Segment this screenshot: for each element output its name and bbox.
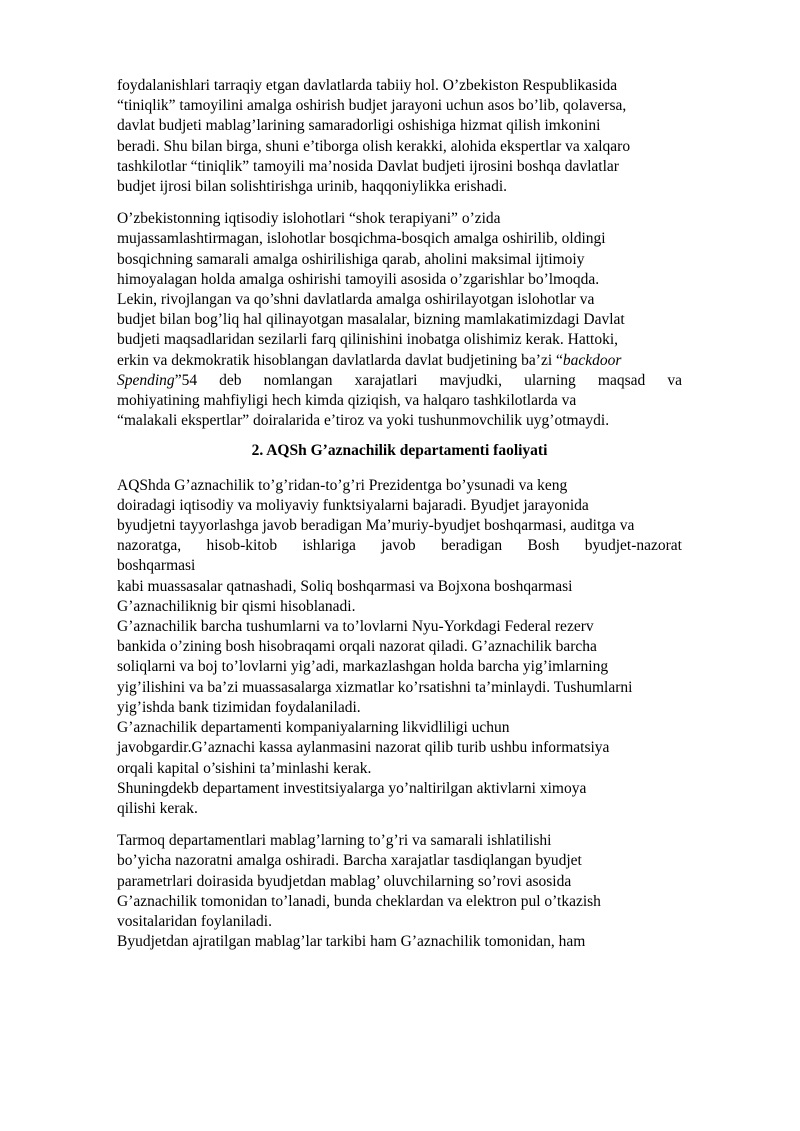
paragraph-3 — [117, 476, 682, 819]
text-line: byudjetni tayyorlashga javob beradigan Ma’muriy-byudjet boshqarmasi, auditga va — [117, 517, 635, 535]
text-line: budjeti maqsadlaridan sezilarli farq qilinishini inobatga olishimiz kerak. Hattoki, — [117, 331, 619, 349]
paragraph-2 — [117, 209, 682, 431]
section-heading: 2. AQSh G’aznachilik departamenti faoliyati — [251, 442, 548, 460]
text-line — [117, 351, 682, 371]
text-line: orqali kapital o’sishini ta’minlashi kerak. — [117, 759, 372, 777]
text-line: yig’ishda bank tizimidan foydalaniladi. — [117, 698, 361, 716]
text-line: beradi. Shu bilan birga, shuni e’tiborga olish kerakki, alohida ekspertlar va xalqaro — [117, 137, 631, 155]
text-line: G’aznachiliknig bir qismi hisoblanadi. — [117, 597, 356, 615]
text-line: G’aznachilik tomonidan to’lanadi, bunda cheklardan va elektron pul o’tkazish — [117, 892, 601, 910]
text-line: foydalanishlari tarraqiy etgan davlatlarda tabiiy hol. O’zbekiston Respublikasida — [117, 77, 618, 94]
italic-term: Spending — [117, 371, 175, 389]
text-line: kabi muassasalar qatnashadi, Soliq boshqarmasi va Bojxona boshqarmasi — [117, 577, 573, 595]
text-line: O’zbekistonning iqtisodiy islohotlari “shok terapiyani” o’zida — [117, 210, 501, 228]
text-line: G’aznachilik departamenti kompaniyalarning likvidliligi uchun — [117, 719, 510, 737]
text-line: Lekin, rivojlangan va qo’shni davlatlarda amalga oshirilayotgan islohotlar va — [117, 291, 595, 309]
text-line: parametrlari doirasida byudjetdan mablag’ oluvchilarning so’rovi asosida — [117, 872, 572, 890]
text-segment: erkin va dekmokratik hisoblangan davlatlarda davlat budjetining ba’zi “ — [117, 351, 563, 369]
text-line: Tarmoq departamentlari mablag’larning to’g’ri va samarali ishlatilishi — [117, 832, 552, 850]
text-line: budjet bilan bog’liq hal qilinayotgan masalalar, bizning mamlakatimizdagi Davlat — [117, 311, 625, 329]
text-line: Byudjetdan ajratilgan mablag’lar tarkibi ham G’aznachilik tomonidan, ham — [117, 933, 586, 951]
text-line-justified — [117, 371, 682, 391]
text-line: AQShda G’aznachilik to’g’ridan-to’g’ri Prezidentga bo’ysunadi va keng — [117, 476, 568, 494]
document-body — [117, 76, 682, 952]
text-line: “malakali ekspertlar” doiralarida e’tiroz va yoki tushunmovchilik uyg’otmaydi. — [117, 412, 610, 430]
paragraph-1 — [117, 76, 682, 197]
text-line: qilishi kerak. — [117, 799, 198, 817]
text-line-justified: nazoratga, hisob-kitob ishlariga javob beradigan Bosh byudjet-nazorat — [117, 537, 682, 555]
text-line: bankida o’zining bosh hisobraqami orqali nazorat qiladi. G’aznachilik barcha — [117, 638, 597, 656]
text-line: davlat budjeti mablag’larining samaradorligi oshishiga hizmat qilish imkonini — [117, 117, 601, 135]
text-line: boshqarmasi — [117, 557, 196, 575]
text-line: yig’ilishini va ba’zi muassasalarga xizmatlar ko’rsatishni ta’minlaydi. Tushumlarni — [117, 678, 633, 696]
paragraph-4 — [117, 831, 682, 952]
text-segment: ”54 deb nomlangan xarajatlari mavjudki, ularning maqsad va — [174, 371, 682, 389]
text-line: Shuningdekb departament investitsiyalarga yo’naltirilgan aktivlarni ximoya — [117, 779, 587, 797]
text-line: doiradagi iqtisodiy va moliyaviy funktsiyalarni bajaradi. Byudjet jarayonida — [117, 496, 589, 514]
text-line: budjet ijrosi bilan solishtirishga urinib, haqqoniylikka erishadi. — [117, 178, 508, 196]
text-line: javobgardir.G’aznachi kassa aylanmasini nazorat qilib turib ushbu informatsiya — [117, 739, 610, 757]
text-line: mohiyatining mahfiyligi hech kimda qiziqish, va halqaro tashkilotlarda va — [117, 392, 577, 410]
text-line: bosqichning samarali amalga oshirilishiga qarab, aholini maksimal ijtimoiy — [117, 250, 585, 268]
text-line: mujassamlashtirmagan, islohotlar bosqichma-bosqich amalga oshirilib, oldingi — [117, 230, 606, 248]
text-line: tashkilotlar “tiniqlik” tamoyili ma’nosida Davlat budjeti ijrosini boshqa davlatlar — [117, 157, 619, 175]
italic-term: backdoor — [562, 351, 622, 369]
text-line: G’aznachilik barcha tushumlarni va to’lovlarni Nyu-Yorkdagi Federal rezerv — [117, 618, 594, 636]
text-line: himoyalagan holda amalga oshirishi tamoyili asosida o’zgarishlar bo’lmoqda. — [117, 270, 600, 288]
text-line: “tiniqlik” tamoyilini amalga oshirish budjet jarayoni uchun asos bo’lib, qolaversa, — [117, 97, 627, 115]
text-line: vositalaridan foylaniladi. — [117, 912, 272, 930]
text-line: bo’yicha nazoratni amalga oshiradi. Barcha xarajatlar tasdiqlangan byudjet — [117, 852, 582, 870]
text-line: soliqlarni va boj to’lovlarni yig’adi, markazlashgan holda barcha yig’imlarning — [117, 658, 609, 676]
